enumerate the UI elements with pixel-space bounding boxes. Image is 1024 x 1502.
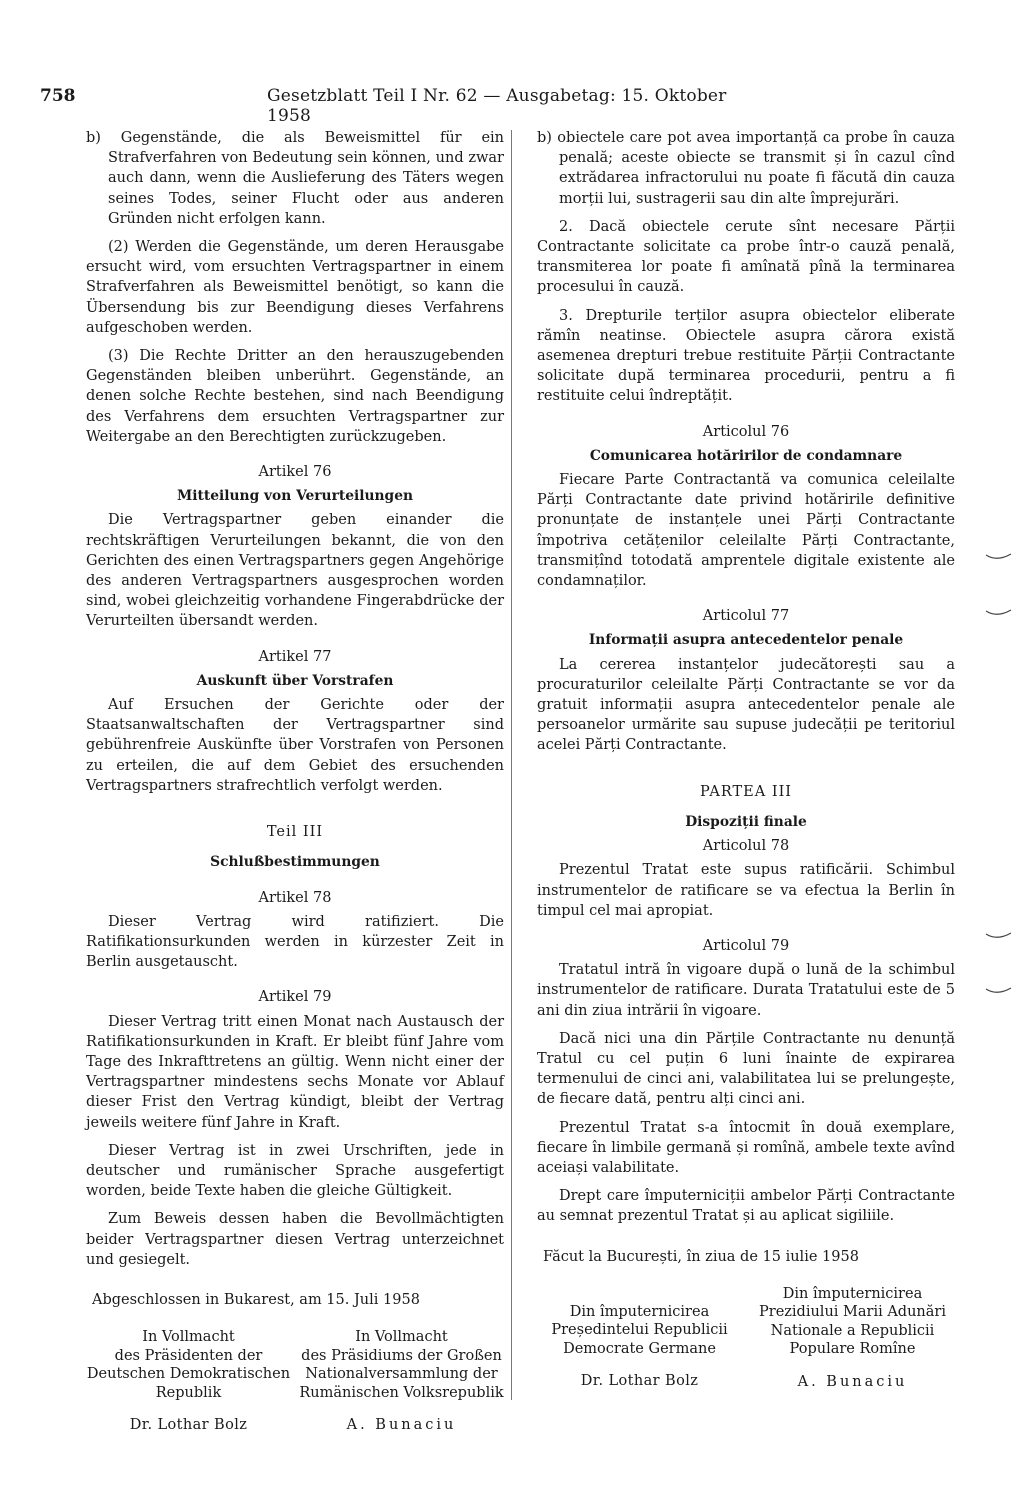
de-article-76-heading: Mitteilung von Verurteilungen	[176, 488, 414, 505]
ro-closing-line: Făcut la București, în ziua de 15 iulie 1958	[543, 1248, 859, 1265]
de-article-78-text: Dieser Vertrag wird ratifiziert. Die Ratifikationsurkunden werden in kürzester Zeit in Berlin ausgetauscht.	[86, 913, 504, 971]
ro-article-76-text: Fiecare Parte Contractantă va comunica celeilalte Părți Contractante date privind hotăririle definitive pronunțate de instanțele unei Părți Contractante împotriva cetățenilor celeilalte Părți Contractante, transmițînd totodată amprentele digitale existente ale condamnaților.	[537, 472, 955, 590]
ro-signatures	[537, 1285, 955, 1392]
ro-article-79-text-1: Tratatul intră în vigoare după o lună de la schimbul instrumentelor de ratificare. Durata Tratatului este de 5 ani din ziua intrării în vigoare.	[537, 962, 955, 1019]
de-article-77-text: Auf Ersuchen der Gerichte oder der Staatsanwaltschaften der Vertragspartner sind gebührenfreie Auskünfte über Vorstrafen von Personen zu erteilen, die auf dem Gebiet des ersuchenden Vertragspartners strafrechtlich verfolgt werden.	[86, 697, 504, 794]
running-title: Gesetzblatt Teil I Nr. 62 — Ausgabetag: 15. Oktober 1958	[267, 86, 727, 126]
de-part-3-title: Teil III	[266, 824, 324, 841]
sig-line: Deutschen Demokratischen	[86, 1366, 291, 1383]
ro-signature-left	[537, 1285, 742, 1392]
sig-line: des Präsidiums der Großen	[301, 1347, 502, 1364]
ro-article-77-title: Articolul 77	[702, 608, 790, 625]
de-part-3-heading: Schlußbestimmungen	[210, 854, 380, 871]
sig-line: Populare Romîne	[789, 1341, 916, 1358]
margin-pen-mark-icon	[985, 608, 1013, 618]
de-paragraph-2: (2) Werden die Gegenstände, um deren Herausgabe ersucht wird, vom ersuchten Vertragspartner in einem Strafverfahren als Beweismittel benötigt, so kann die Übersendung bis zur Beendigung dieses Verfahrens aufgeschoben werden.	[86, 239, 504, 336]
margin-pen-mark-icon	[985, 931, 1013, 941]
ro-part-3-title: PARTEA III	[699, 783, 793, 800]
de-paragraph-3: (3) Die Rechte Dritter an den herauszugebenden Gegenständen bleiben unberührt. Gegenstände, an denen solche Rechte bestehen, sind nach Beendigung des Verfahrens dem ersuchten Vertragspartner zur Weitergabe an den Berechtigten zurückzugeben.	[86, 348, 504, 445]
german-column	[86, 128, 504, 1435]
de-item-b: b) Gegenstände, die als Beweismittel für ein Strafverfahren von Bedeutung sein können, und zwar auch dann, wenn die Auslieferung des Täters wegen seines Todes, seiner Flucht oder aus anderen Gründen nicht erfolgen kann.	[86, 130, 504, 227]
de-signatures	[86, 1328, 504, 1435]
margin-pen-mark-icon	[985, 986, 1013, 996]
sig-line: Președintelui Republicii	[551, 1322, 728, 1339]
de-signature-right	[299, 1328, 504, 1435]
ro-article-77-text: La cererea instanțelor judecătorești sau a procuraturilor celeilalte Părți Contractante se vor da gratuit informații asupra antecedentelor penale ale persoanelor urmărite sau supuse judecății pe teritoriul acelei Părți Contractante.	[537, 656, 955, 754]
signatory-name: Dr. Lothar Bolz	[129, 1417, 248, 1434]
de-article-79-text-1: Dieser Vertrag tritt einen Monat nach Austausch der Ratifikationsurkunden in Kraft. Er bleibt fünf Jahre vom Tage des Inkrafttretens an gültig. Wenn nicht einer der Vertragspartner mindestens sechs Monate vor Ablauf dieser Frist den Vertrag kündigt, bleibt der Vertrag jeweils weitere fünf Jahre in Kraft.	[86, 1013, 504, 1131]
de-article-79-text-3: Zum Beweis dessen haben die Bevollmächtigten beider Vertragspartner diesen Vertrag unterzeichnet und gesiegelt.	[86, 1211, 504, 1268]
de-closing-line: Abgeschlossen in Bukarest, am 15. Juli 1958	[92, 1291, 420, 1308]
ro-article-79-title: Articolul 79	[702, 937, 790, 954]
sig-line: Prezidiului Marii Adunări	[759, 1304, 946, 1321]
column-divider	[511, 130, 512, 1400]
ro-part-3-heading: Dispoziții finale	[685, 813, 807, 830]
ro-article-77-heading: Informații asupra antecedentelor penale	[588, 632, 904, 649]
sig-line: Rumänischen Volksrepublik	[299, 1384, 504, 1401]
sig-line: Nationalversammlung der	[305, 1366, 498, 1383]
sig-line: Din împuternicirea	[782, 1285, 923, 1302]
sig-line: In Vollmacht	[142, 1329, 235, 1346]
sig-line: In Vollmacht	[355, 1329, 448, 1346]
ro-signature-right	[750, 1285, 955, 1392]
sig-line: Republik	[155, 1384, 222, 1401]
ro-article-78-title: Articolul 78	[702, 838, 790, 855]
margin-pen-mark-icon	[985, 552, 1013, 562]
signatory-name: A. Bunaciu	[346, 1417, 457, 1434]
sig-line: Democrate Germane	[563, 1340, 716, 1357]
de-article-78-title: Artikel 78	[258, 889, 332, 906]
signatory-name: Dr. Lothar Bolz	[580, 1373, 699, 1390]
ro-article-79-text-3: Prezentul Tratat s-a întocmit în două exemplare, fiecare în limbile germană și romînă, ambele texte avînd aceiași valabilitate.	[537, 1119, 955, 1176]
ro-article-76-title: Articolul 76	[702, 423, 790, 440]
ro-paragraph-3: 3. Drepturile terților asupra obiectelor eliberate rămîn neatinse. Obiectele asupra cărora există asemenea drepturi trebue restituite Părții Contractante solicitate după terminarea procedurii, pentru a fi restituite celui îndreptățit.	[537, 307, 955, 405]
page-header	[40, 86, 770, 126]
sig-line: Nationale a Republicii	[770, 1322, 935, 1339]
sig-line: Din împuternicirea	[569, 1303, 710, 1320]
ro-article-78-text: Prezentul Tratat este supus ratificării. Schimbul instrumentelor de ratificare se va efectua la Berlin în timpul cel mai apropiat.	[537, 862, 955, 919]
signatory-name: A. Bunaciu	[797, 1373, 908, 1390]
romanian-column	[537, 128, 955, 1391]
de-article-79-text-2: Dieser Vertrag ist in zwei Urschriften, jede in deutscher und rumänischer Sprache ausgefertigt worden, beide Texte haben die gleiche Gültigkeit.	[86, 1142, 504, 1200]
de-article-76-text: Die Vertragspartner geben einander die rechtskräftigen Verurteilungen bekannt, die von den Gerichten des einen Vertragspartners gegen Angehörige des anderen Vertragspartners ausgesprochen worden sind, wobei gleichzeitig vorhandene Fingerabdrücke der Verurteilten übersandt werden.	[86, 512, 504, 630]
ro-article-79-text-2: Dacă nici una din Părțile Contractante nu denunță Tratul cu cel puțin 6 luni înainte de expirarea termenului de cinci ani, valabilitatea lui se prelungește, de fiecare dată, pentru alți cinci ani.	[537, 1030, 955, 1108]
de-article-79-title: Artikel 79	[258, 989, 332, 1006]
ro-article-79-text-4: Drept care împuterniciții ambelor Părți Contractante au semnat prezentul Tratat și au aplicat sigiliile.	[537, 1188, 955, 1225]
ro-article-76-heading: Comunicarea hotăririlor de condamnare	[589, 447, 903, 464]
ro-item-b: b) obiectele care pot avea importanță ca probe în cauza penală; aceste obiecte se transmit și în cazul cînd extrădarea infractorului nu poate fi făcută din cauza morții lui, sustragerii sau din alte împrejurări.	[537, 130, 955, 207]
page-number: 758	[40, 86, 76, 106]
de-article-76-title: Artikel 76	[258, 464, 332, 481]
de-article-77-title: Artikel 77	[258, 648, 332, 665]
de-article-77-heading: Auskunft über Vorstrafen	[196, 672, 394, 689]
sig-line: des Präsidenten der	[114, 1347, 263, 1364]
de-signature-left	[86, 1328, 291, 1435]
ro-paragraph-2: 2. Dacă obiectele cerute sînt necesare Părții Contractante solicitate ca probe într-o cauză penală, transmiterea lor poate fi amînată pînă la terminarea procesului în cauză.	[537, 218, 955, 296]
